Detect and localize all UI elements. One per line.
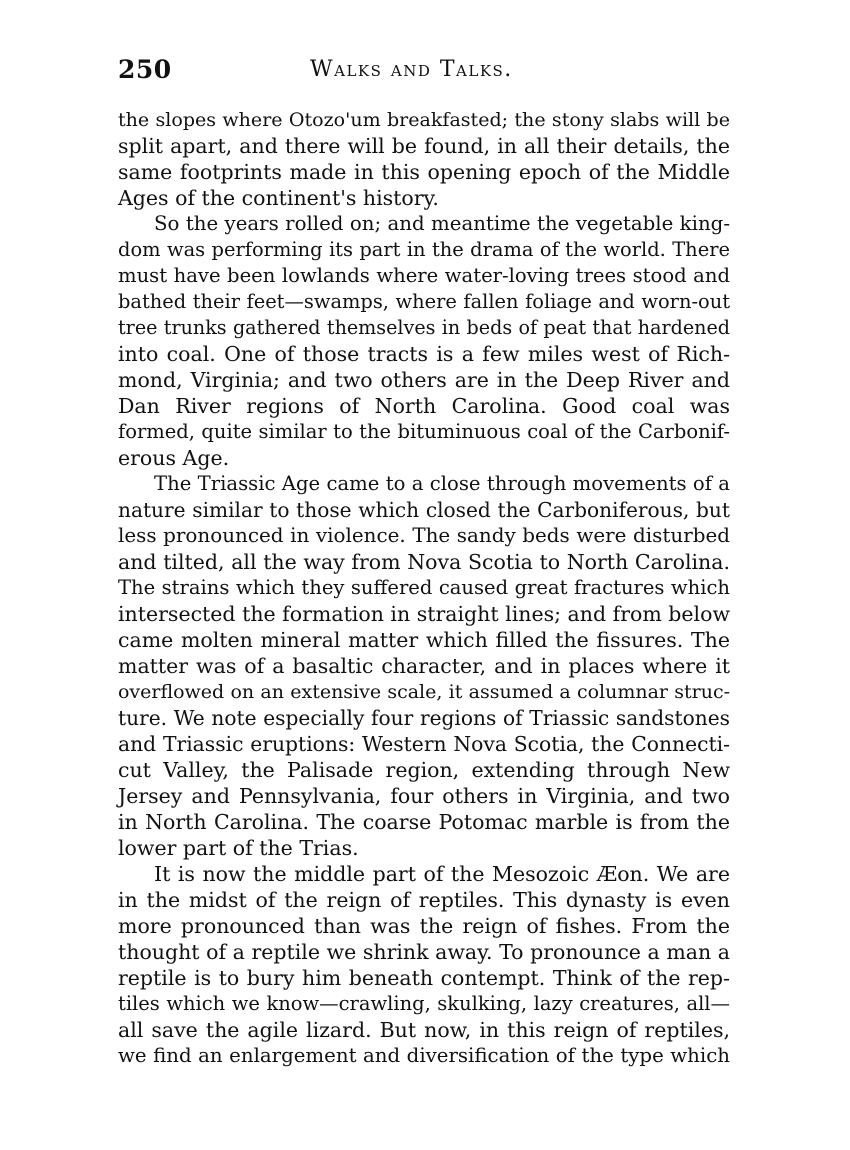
text-line: nature similar to those which closed the Carboniferous, but (118, 498, 730, 522)
text-line: the slopes where Otozo'um breakfasted; the stony slabs will be (118, 109, 730, 131)
text-line: and Triassic eruptions: Western Nova Scotia, the Connecti- (118, 732, 730, 756)
text-line: The strains which they suffered caused great fractures which (118, 576, 730, 599)
text-line: split apart, and there will be found, in all their details, the (118, 134, 730, 158)
text-line: So the years rolled on; and meantime the vegetable king- (154, 212, 730, 235)
text-line: in the midst of the reign of reptiles. This dynasty is even (118, 888, 730, 912)
text-line: dom was performing its part in the drama of the world. There (118, 238, 730, 261)
text-line: less pronounced in violence. The sandy beds were disturbed (118, 524, 730, 547)
text-line: more pronounced than was the reign of fishes. From the (118, 914, 730, 938)
text-line: cut Valley, the Palisade region, extending through New (118, 758, 730, 782)
text-line: matter was of a basaltic character, and in places where it (118, 654, 730, 678)
text-line: reptile is to bury him beneath contempt. Think of the rep- (118, 966, 730, 990)
text-line: into coal. One of those tracts is a few miles west of Rich- (118, 342, 730, 366)
text-line: came molten mineral matter which filled the fissures. The (118, 628, 730, 652)
text-line: tiles which we know—crawling, skulking, lazy creatures, all— (118, 992, 730, 1015)
text-line: ture. We note especially four regions of Triassic sandstones (118, 706, 730, 730)
text-line: Dan River regions of North Carolina. Good coal was (118, 394, 730, 418)
text-line: and tilted, all the way from Nova Scotia to North Carolina. (118, 550, 730, 574)
text-line: thought of a reptile we shrink away. To pronounce a man a (118, 940, 730, 964)
text-line: erous Age. (118, 446, 230, 470)
text-line: Ages of the continent's history. (118, 186, 439, 210)
body-text (118, 107, 730, 1069)
page-header (118, 55, 730, 91)
text-line: mond, Virginia; and two others are in the Deep River and (118, 368, 730, 392)
text-line: lower part of the Trias. (118, 836, 359, 860)
text-line: all save the agile lizard. But now, in this reign of reptiles, (118, 1018, 730, 1042)
text-line: tree trunks gathered themselves in beds of peat that hardened (118, 316, 730, 339)
text-line: formed, quite similar to the bituminuous coal of the Carbonif- (118, 420, 730, 443)
running-title: Walks and Talks. (310, 57, 513, 82)
text-line: overflowed on an extensive scale, it assumed a columnar struc- (118, 681, 730, 703)
text-line: we find an enlargement and diversification of the type which (118, 1044, 730, 1067)
text-line: same footprints made in this opening epoch of the Middle (118, 160, 730, 184)
text-line: intersected the formation in straight lines; and from below (118, 602, 730, 626)
page-number: 250 (118, 55, 172, 84)
text-line: in North Carolina. The coarse Potomac marble is from the (118, 810, 730, 834)
text-line: The Triassic Age came to a close through movements of a (154, 472, 730, 495)
text-line: bathed their feet—swamps, where fallen foliage and worn-out (118, 290, 730, 313)
text-line: Jersey and Pennsylvania, four others in Virginia, and two (118, 784, 730, 808)
text-line: must have been lowlands where water-loving trees stood and (118, 264, 730, 287)
text-line: It is now the middle part of the Mesozoic Æon. We are (154, 862, 730, 886)
